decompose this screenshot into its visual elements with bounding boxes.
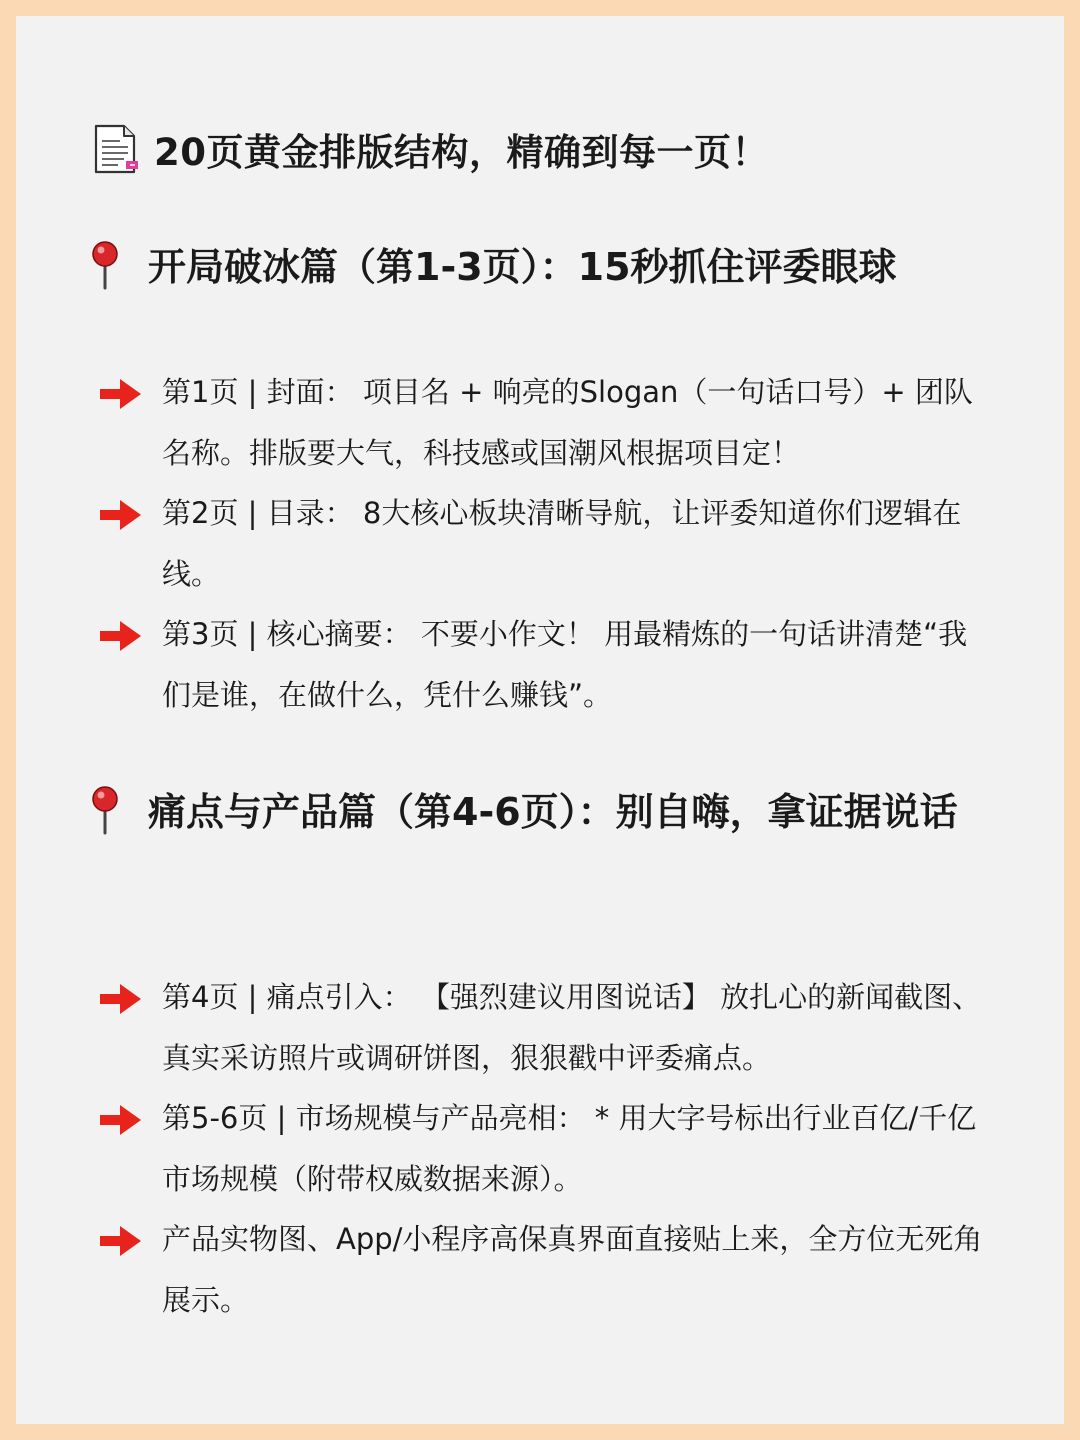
round-pushpin-icon	[88, 785, 122, 835]
list-item-text: 第2页 | 目录： 8大核心板块清晰导航，让评委知道你们逻辑在线。	[162, 496, 962, 591]
page-with-curl-icon	[88, 123, 140, 175]
list-item	[96, 1213, 996, 1331]
list-item	[96, 608, 996, 726]
list-item-text: 第4页 | 痛点引入： 【强烈建议用图说话】 放扎心的新闻截图、真实采访照片或调研饼图，狠狠戳中评委痛点。	[162, 980, 982, 1075]
red-arrow-icon	[96, 1223, 144, 1259]
red-arrow-icon	[96, 376, 144, 412]
list-item-text: 产品实物图、App/小程序高保真界面直接贴上来，全方位无死角展示。	[162, 1222, 983, 1317]
section-heading-pain-points	[88, 783, 998, 841]
section-heading-text: 开局破冰篇（第1-3页）：15秒抓住评委眼球	[148, 245, 897, 289]
list-item	[96, 487, 996, 605]
list-item	[96, 971, 996, 1089]
section-heading-text: 痛点与产品篇（第4-6页）：别自嗨，拿证据说话	[148, 790, 958, 834]
red-arrow-icon	[96, 1102, 144, 1138]
list-item	[96, 366, 996, 484]
list-item-text: 第1页 | 封面： 项目名 + 响亮的Slogan（一句话口号）+ 团队名称。排版要大气，科技感或国潮风根据项目定！	[162, 375, 973, 470]
red-arrow-icon	[96, 981, 144, 1017]
page-title-text: 20页黄金排版结构，精确到每一页！	[154, 131, 769, 174]
red-arrow-icon	[96, 618, 144, 654]
red-arrow-icon	[96, 497, 144, 533]
round-pushpin-icon	[88, 240, 122, 290]
list-item	[96, 1092, 996, 1210]
list-item-text: 第3页 | 核心摘要： 不要小作文！ 用最精炼的一句话讲清楚“我们是谁，在做什么，凭什么赚钱”。	[162, 617, 968, 712]
page-title	[88, 118, 769, 180]
list-item-text: 第5-6页 | 市场规模与产品亮相： * 用大字号标出行业百亿/千亿市场规模（附带权威数据来源）。	[162, 1101, 977, 1196]
section-heading-opening	[88, 238, 998, 296]
